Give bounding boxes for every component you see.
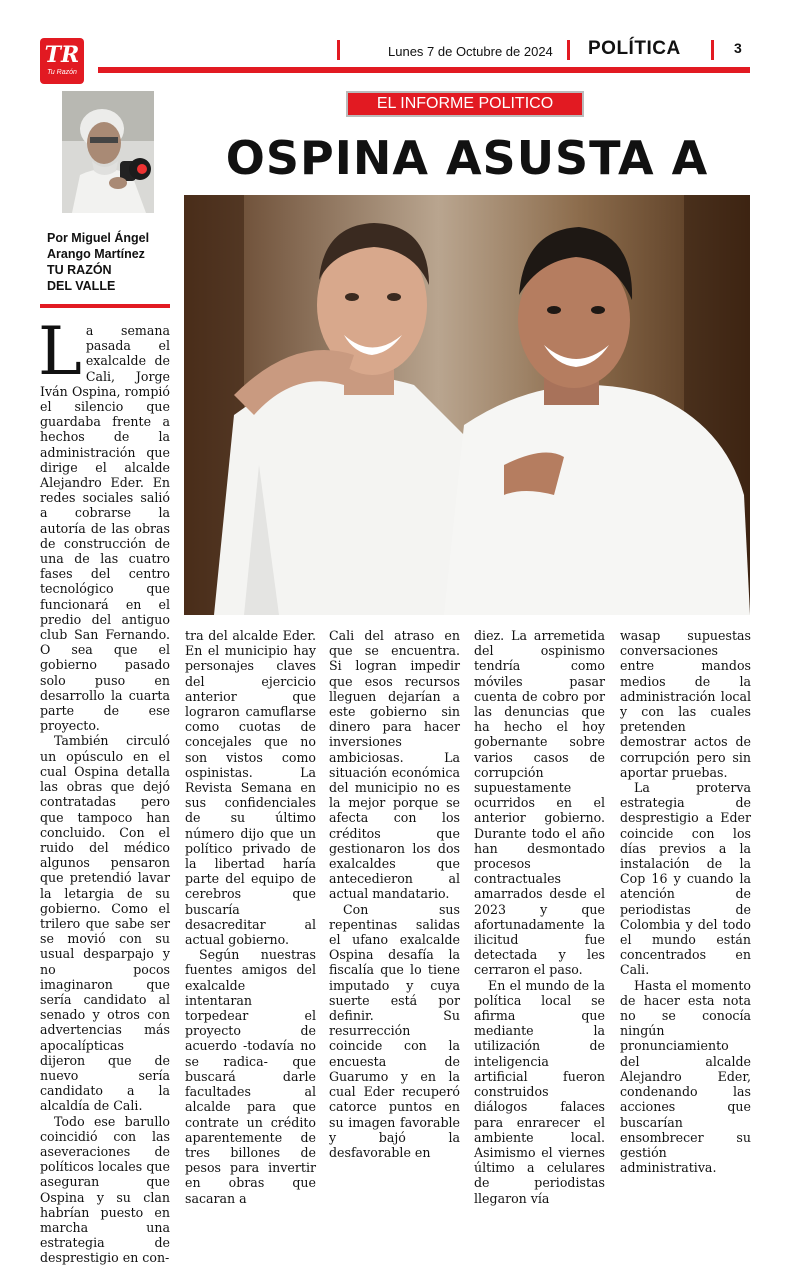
section-title: POLÍTICA [588, 38, 681, 59]
header-rule [98, 67, 750, 73]
paragraph: Con sus repentinas salidas el ufano exalcalde Ospina desafía la fiscalía que lo tiene imputado y cuya suerte está por definir. Su resurrección coincide con la encuesta de Guarumo y en la cual Eder recuperó catorce puntos en su imagen favorable y bajó la desfavorable en [329, 901, 460, 1160]
byline-author-first: Por Miguel Ángel [47, 231, 150, 245]
article-column-4 [474, 628, 605, 1206]
page-number: 3 [734, 40, 742, 56]
paragraph: tra del alcalde Eder. En el municipio hay personajes claves del ejercicio anterior que lograron camuflarse como cuotas de concejales que no son vistos como ospinistas. La Revista Semana en sus confidenciales de su último número dijo que un político privado de la libertad haría parte del equipo de cerebros que buscaría desacreditar al actual gobierno. [185, 628, 316, 948]
dropcap: L [38, 313, 82, 390]
logo-initials: TR [44, 42, 80, 68]
paragraph: Todo ese barullo coincidió con las aseveraciones de políticos locales que aseguran que Ospina y su clan habrían puesto en marcha una estrategia de desprestigio en con- [40, 1113, 170, 1266]
header-divider [337, 40, 340, 60]
article-column-2 [185, 628, 316, 1206]
paragraph: En el mundo de la política local se afirma que mediante la utilización de inteligencia artificial fueron construidos diálogos falaces para enrarecer el ambiente local. Asimismo el viernes último a celulares de periodistas llegaron vía [474, 977, 605, 1206]
newspaper-logo [40, 38, 84, 84]
paragraph: a semana pasada el exalcalde de Cali, Jorge Iván Ospina, rompió el silencio que guardaba frente a hechos de la administración que dirige el alcalde Alejandro Eder. En redes sociales salió a cobrarse la autoría de las obras de construcción de una de las cuatro fases del centro tecnológico que funcionará en el predio del antiguo club San Fernando. O sea que el gobierno pasado solo puso en desarrollo la cuarta parte de ese proyecto. [40, 323, 170, 734]
byline-publication: TU RAZÓN [47, 263, 112, 277]
byline-author-last: Arango Martínez [47, 247, 145, 261]
paragraph: Hasta el momento de hacer esta nota no se conocía ningún pronunciamiento del alcalde Alejandro Eder, condenando las acciones que buscarían ensombrecer su gestión administrativa. [620, 977, 751, 1176]
paragraph: La proterva estrategia de desprestigio a Eder coincide con los días previos a la instalación de la Cop 16 y cuando la atención de periodistas de Colombia y del todo el mundo están concentrados en Cali. [620, 780, 751, 978]
headline: OSPINA ASUSTA A [225, 131, 709, 185]
byline-rule [40, 304, 170, 308]
article-column-1 [38, 313, 170, 1266]
article-column-3 [329, 628, 460, 1160]
paragraph: También circuló un opúsculo en el cual Ospina detalla las obras que dejó contratadas pero que tampoco han concluido. Con el ruido del médico algunos pensaron que pretendió lavar la letargia de su gobierno. Como el trilero que sabe ser se movió con su usual desparpajo y no pocos imaginaron que sería candidato al senado y otros con advertencias más apocalípticas dijeron que de nuevo sería candidato a la alcaldía de Cali. [40, 733, 170, 1114]
issue-date: Lunes 7 de Octubre de 2024 [388, 44, 553, 59]
author-photo [62, 91, 154, 213]
byline [47, 230, 167, 294]
header-divider [711, 40, 714, 60]
article-column-5 [620, 628, 751, 1175]
paragraph: diez. La arremetida del ospinismo tendría como móviles pasar cuenta de cobro por las denuncias que ha hecho el hoy gobernante sobre varios casos de corrupción supuestamente ocurridos en el anterior gobierno. Durante todo el año han desmontado procesos contractuales amarrados desde el 2023 y que afortunadamente la ilicitud fue detectada y les cerraron el paso. [474, 628, 605, 978]
paragraph: Según nuestras fuentes amigos del exalcalde intentaran torpedear el proyecto de acuerdo -todavía no se radica- que buscará darle facultades al alcalde para que contrate un crédito aparentemente de tres billones de pesos para invertir en obras que sacaran a [185, 947, 316, 1206]
byline-region: DEL VALLE [47, 279, 116, 293]
logo-name: Tu Razón [47, 69, 77, 76]
main-photo [184, 195, 750, 615]
kicker-label: EL INFORME POLITICO [348, 93, 582, 115]
header-divider [567, 40, 570, 60]
paragraph: wasap supuestas conversaciones entre mandos medios de la administración local y con las cuales pretenden demostrar actos de corrupción pero sin aportar pruebas. [620, 628, 751, 780]
paragraph: Cali del atraso en que se encuentra. Si logran impedir que esos recursos lleguen dejarían a este gobierno sin dinero para hacer inversiones ambiciosas. La situación económica del municipio no es la mejor porque se afecta con los créditos que gestionaron los dos exalcaldes que antecedieron al actual mandatario. [329, 628, 460, 902]
